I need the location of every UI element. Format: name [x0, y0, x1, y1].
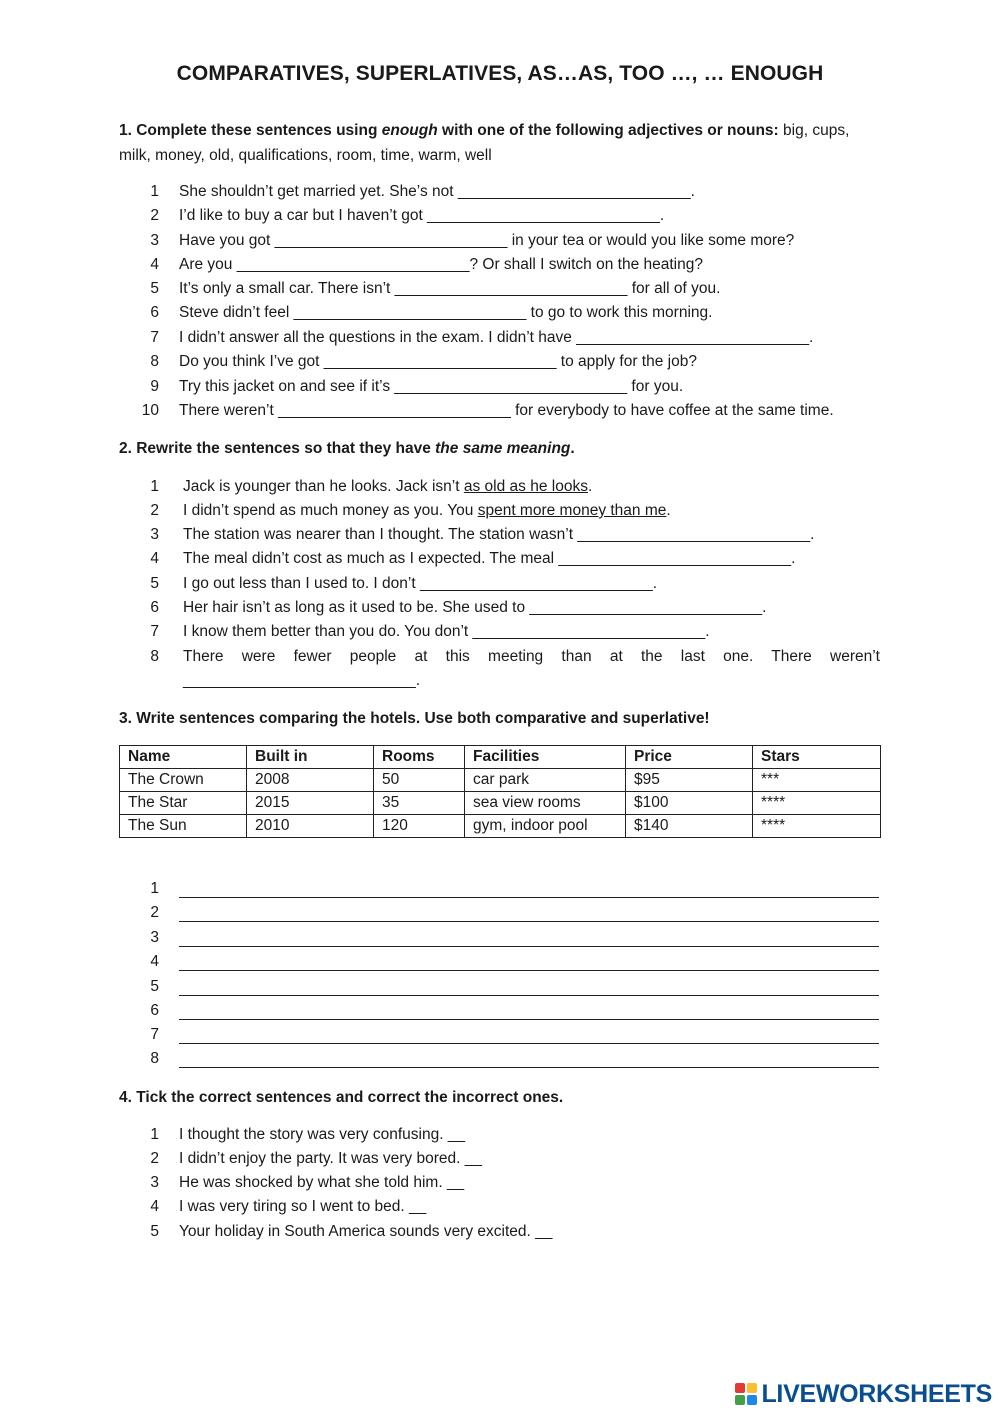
table-cell: $100 [626, 792, 753, 815]
column-header: Stars [753, 746, 881, 769]
answer-rule[interactable] [179, 995, 879, 996]
list-item [119, 1195, 881, 1219]
section-1-heading-text: 1. Complete these sentences using [119, 122, 382, 139]
item-text-start: I didn’t spend as much money as you. You [183, 502, 478, 519]
table-cell: The Sun [120, 815, 247, 838]
item-text[interactable]: He was shocked by what she told him. __ [179, 1174, 465, 1191]
item-text [183, 475, 592, 499]
section-2-heading-text-end: . [570, 440, 575, 457]
item-number: 5 [150, 575, 159, 592]
table-cell: **** [753, 815, 881, 838]
item-text[interactable]: Do you think I’ve got ___________________________ to apply for the job? [179, 353, 697, 370]
writing-line[interactable] [119, 999, 881, 1023]
item-text[interactable]: Have you got ___________________________ in your tea or would you like some more? [179, 232, 795, 249]
item-text[interactable]: I thought the story was very confusing. __ [179, 1126, 466, 1143]
item-number: 4 [150, 550, 159, 567]
list-item [119, 229, 881, 253]
item-text-end: . [666, 502, 671, 519]
item-text[interactable]: Her hair isn’t as long as it used to be. She used to ___________________________. [183, 599, 767, 616]
table-cell: The Crown [120, 769, 247, 792]
table-cell: 2015 [247, 792, 374, 815]
item-text[interactable]: I know them better than you do. You don’t ___________________________. [183, 623, 710, 640]
item-text[interactable]: Try this jacket on and see if it’s ___________________________ for you. [179, 378, 684, 395]
item-text[interactable]: I didn’t answer all the questions in the exam. I didn’t have ___________________________. [179, 329, 814, 346]
table-header-row [120, 746, 881, 769]
column-header: Name [120, 746, 247, 769]
list-item [119, 523, 881, 547]
item-text-start: Jack is younger than he looks. Jack isn’t [183, 478, 464, 495]
answer-rule[interactable] [179, 946, 879, 947]
writing-line[interactable] [119, 926, 881, 950]
item-text[interactable]: Are you ___________________________? Or shall I switch on the heating? [179, 256, 703, 273]
item-number: 1 [150, 1126, 159, 1143]
answer-rule[interactable] [179, 970, 879, 971]
table-cell: 2008 [247, 769, 374, 792]
list-item [119, 1123, 881, 1147]
column-header: Built in [247, 746, 374, 769]
list-item [119, 596, 881, 620]
item-number: 6 [150, 599, 159, 616]
item-number: 8 [150, 353, 159, 370]
writing-line[interactable] [119, 975, 881, 999]
table-cell: **** [753, 792, 881, 815]
list-item [119, 277, 881, 301]
line-number: 5 [150, 978, 159, 995]
list-item [119, 326, 881, 350]
table-cell: $140 [626, 815, 753, 838]
item-text: There were fewer people at this meeting than at the last one. There weren’t [183, 648, 880, 665]
item-text[interactable]: It’s only a small car. There isn’t ___________________________ for all of you. [179, 280, 721, 297]
item-number: 2 [150, 1150, 159, 1167]
example-answer: as old as he looks [463, 478, 588, 495]
line-number: 8 [150, 1050, 159, 1067]
list-item [119, 204, 881, 228]
section-1-heading-emphasis: enough [381, 122, 438, 139]
writing-line[interactable] [119, 950, 881, 974]
section-3-instructions [119, 706, 881, 731]
table-cell: 120 [374, 815, 465, 838]
item-number: 8 [150, 648, 159, 665]
item-text[interactable]: I didn’t enjoy the party. It was very bored. __ [179, 1150, 482, 1167]
list-item [119, 301, 881, 325]
list-item [119, 1147, 881, 1171]
section-2-instructions [119, 436, 881, 461]
table-cell: The Star [120, 792, 247, 815]
item-number: 6 [150, 304, 159, 321]
table-row [120, 769, 881, 792]
list-item [119, 572, 881, 596]
item-text[interactable]: The station was nearer than I thought. The station wasn’t ___________________________. [183, 526, 815, 543]
writing-line[interactable] [119, 1047, 881, 1071]
section-2-heading [119, 440, 575, 457]
item-number: 3 [150, 526, 159, 543]
table-cell: gym, indoor pool [465, 815, 626, 838]
liveworksheets-logo[interactable] [735, 1378, 992, 1410]
answer-rule[interactable] [179, 921, 879, 922]
section-4-instructions [119, 1085, 881, 1110]
item-number: 9 [150, 378, 159, 395]
item-text-end: . [587, 478, 593, 495]
item-number: 2 [150, 502, 159, 519]
line-number: 1 [150, 880, 159, 897]
hotel-comparison-table [119, 745, 881, 838]
list-item [119, 475, 881, 499]
answer-rule[interactable] [179, 1043, 879, 1044]
column-header: Facilities [465, 746, 626, 769]
answer-blank[interactable]: ___________________________. [183, 672, 421, 689]
answer-rule[interactable] [179, 897, 879, 898]
item-number: 5 [150, 280, 159, 297]
item-number: 10 [141, 402, 159, 419]
section-2-heading-text: 2. Rewrite the sentences so that they have [119, 440, 436, 457]
line-number: 2 [150, 904, 159, 921]
list-item [119, 620, 881, 644]
table-cell: car park [465, 769, 626, 792]
section-4-heading: 4. Tick the correct sentences and correct the incorrect ones. [119, 1089, 564, 1106]
answer-rule[interactable] [179, 1067, 879, 1068]
example-answer: spent more money than me [477, 502, 667, 519]
section-1-word-list: big, cups, milk, money, old, qualifications, room, time, warm, well [119, 122, 850, 164]
column-header: Rooms [374, 746, 465, 769]
section-3-heading: 3. Write sentences comparing the hotels. Use both comparative and superlative! [119, 710, 710, 727]
list-item [119, 180, 881, 204]
section-2-heading-emphasis: the same meaning [435, 440, 571, 457]
table-cell: 2010 [247, 815, 374, 838]
list-item [119, 1171, 881, 1195]
item-number: 7 [150, 623, 159, 640]
item-number: 3 [150, 1174, 159, 1191]
table-row [120, 792, 881, 815]
writing-line[interactable] [119, 877, 881, 901]
table-cell: sea view rooms [465, 792, 626, 815]
item-text[interactable]: She shouldn’t get married yet. She’s not ___________________________. [179, 183, 695, 200]
item-text[interactable]: Your holiday in South America sounds very excited. __ [179, 1223, 553, 1240]
item-number: 2 [150, 207, 159, 224]
list-item [119, 350, 881, 374]
table-row [120, 815, 881, 838]
item-number: 5 [150, 1223, 159, 1240]
liveworksheets-logo-icon [735, 1383, 757, 1405]
item-text[interactable]: Steve didn’t feel ___________________________ to go to work this morning. [179, 304, 713, 321]
table-cell: $95 [626, 769, 753, 792]
table-cell: 50 [374, 769, 465, 792]
item-number: 1 [150, 183, 159, 200]
table-cell: 35 [374, 792, 465, 815]
line-number: 3 [150, 929, 159, 946]
table-cell: *** [753, 769, 881, 792]
list-item [119, 399, 881, 423]
list-item [119, 547, 881, 571]
item-number: 7 [150, 329, 159, 346]
item-text[interactable]: I’d like to buy a car but I haven’t got ___________________________. [179, 207, 665, 224]
item-number: 4 [150, 1198, 159, 1215]
writing-line[interactable] [119, 901, 881, 925]
answer-rule[interactable] [179, 1019, 879, 1020]
column-header: Price [626, 746, 753, 769]
section-1-heading-text-end: with one of the following adjectives or nouns: [437, 122, 779, 139]
logo-text: LIVEWORKSHEETS [761, 1379, 992, 1408]
writing-line[interactable] [119, 1023, 881, 1047]
list-item [119, 499, 881, 523]
section-1-instructions [119, 118, 881, 168]
section-1-heading [119, 122, 779, 139]
item-text[interactable]: I go out less than I used to. I don’t ___________________________. [183, 575, 658, 592]
item-number: 1 [150, 478, 159, 495]
item-text [183, 499, 671, 523]
line-number: 6 [150, 1002, 159, 1019]
worksheet-title: COMPARATIVES, SUPERLATIVES, AS…AS, TOO …, … ENOUGH [176, 62, 824, 85]
line-number: 4 [150, 953, 159, 970]
item-text[interactable]: I was very tiring so I went to bed. __ [179, 1198, 427, 1215]
line-number: 7 [150, 1026, 159, 1043]
item-text[interactable]: There weren’t ___________________________ for everybody to have coffee at the same time. [179, 402, 834, 419]
item-number: 4 [150, 256, 159, 273]
item-text[interactable]: The meal didn’t cost as much as I expected. The meal ___________________________. [183, 550, 796, 567]
list-item [119, 375, 881, 399]
item-number: 3 [150, 232, 159, 249]
list-item [119, 1220, 881, 1244]
list-item [119, 253, 881, 277]
